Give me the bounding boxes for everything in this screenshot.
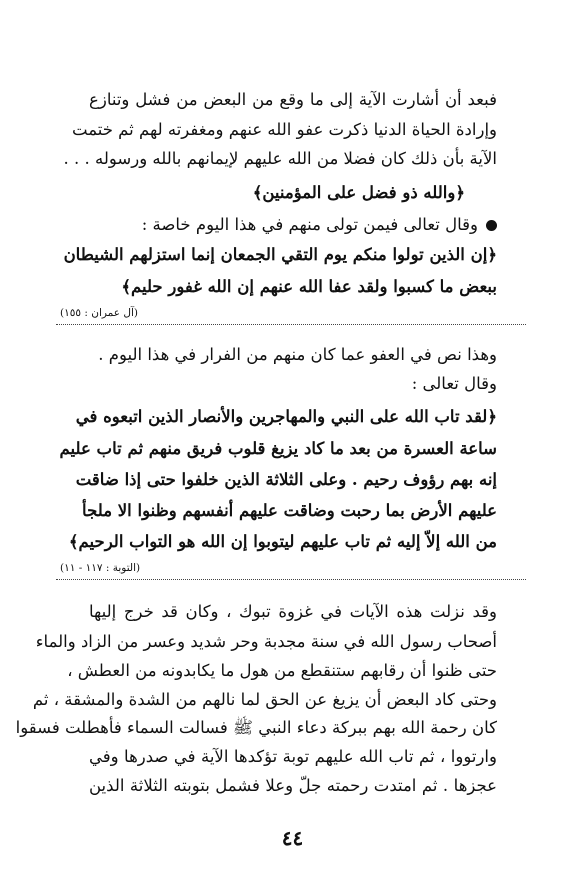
paragraph-3-line-2: وقال تعالى : (411, 374, 497, 393)
quran-verse-3-line-3: إنه بهم رؤوف رحيم . وعلى الثلاثة الذين خلفوا حتى إذا ضاقت (75, 470, 497, 489)
paragraph-4-line-2: أصحاب رسول الله في سنة مجدبة وحر شديد وعسر من الزاد والماء (35, 632, 497, 651)
quran-verse-2-line-2: ببعض ما كسبوا ولقد عفا الله عنهم إن الله غفور حليم﴾ (121, 277, 497, 296)
paragraph-2-text: وقال تعالى فيمن تولى منهم في هذا اليوم خاصة : (141, 215, 478, 234)
paragraph-4-line-7: عجزها . ثم امتدت رحمته جلّ وعلا فشمل بتوبته الثلاثة الذين (89, 776, 497, 795)
quran-verse-3-line-5: من الله إلاّ إليه ثم تاب عليهم ليتوبوا إن الله هو التواب الرحيم﴾ (68, 532, 497, 551)
paragraph-4-line-5: كان رحمة الله بهم ببركة دعاء النبي ﷺ فسالت السماء فأهطلت فسقوا (15, 718, 497, 737)
paragraph-4-line-1: وقد نزلت هذه الآيات في غزوة تبوك ، وكان قد خرج إليها (89, 602, 497, 621)
quran-verse-1: ﴿والله ذو فضل على المؤمنين﴾ (252, 183, 465, 202)
paragraph-4-line-4: وحتى كاد البعض أن يزيغ عن الحق لما نالهم من الشدة والمشقة ، ثم (32, 690, 497, 709)
quran-verse-3-line-2: ساعة العسرة من بعد ما كاد يزيغ قلوب فريق منهم ثم تاب عليم (59, 439, 497, 458)
paragraph-1-line-3: الآية بأن ذلك كان فضلا من الله عليهم لإيمانهم بالله ورسوله . . . (63, 149, 497, 168)
paragraph-2-intro (89, 213, 497, 237)
bullet-icon (486, 220, 497, 231)
section-divider-2 (56, 579, 526, 580)
paragraph-4-line-6: وارتووا ، ثم تاب الله عليهم توبة تؤكدها الآية في صدرها وفي (89, 747, 497, 766)
paragraph-3-line-1: وهذا نص في العفو عما كان منهم من الفرار في هذا اليوم . (98, 345, 497, 364)
verse-reference-1: (آل عمران : ١٥٥) (60, 307, 138, 319)
quran-verse-3-line-1: ﴿لقد تاب الله على النبي والمهاجرين والأنصار الذين اتبعوه في (75, 407, 497, 426)
verse-reference-2: (التوبة : ١١٧ - ١١) (60, 562, 141, 574)
page-number: ٤٤ (281, 826, 304, 850)
paragraph-1-line-2: وإرادة الحياة الدنيا ذكرت عفو الله عنهم ومغفرته لهم ثم ختمت (72, 120, 497, 139)
quran-verse-2-line-1: ﴿إن الذين تولوا منكم يوم التقي الجمعان إنما استزلهم الشيطان (63, 245, 497, 264)
section-divider-1 (56, 324, 526, 325)
quran-verse-3-line-4: عليهم الأرض بما رحبت وضاقت عليهم أنفسهم وظنوا الا ملجأ (82, 501, 497, 520)
paragraph-4-line-3: حتى ظنوا أن رقابهم ستنقطع من هول ما يكابدونه من العطش ، (67, 661, 497, 680)
paragraph-1-line-1: فبعد أن أشارت الآية إلى ما وقع من البعض من فشل وتنازع (89, 90, 497, 109)
